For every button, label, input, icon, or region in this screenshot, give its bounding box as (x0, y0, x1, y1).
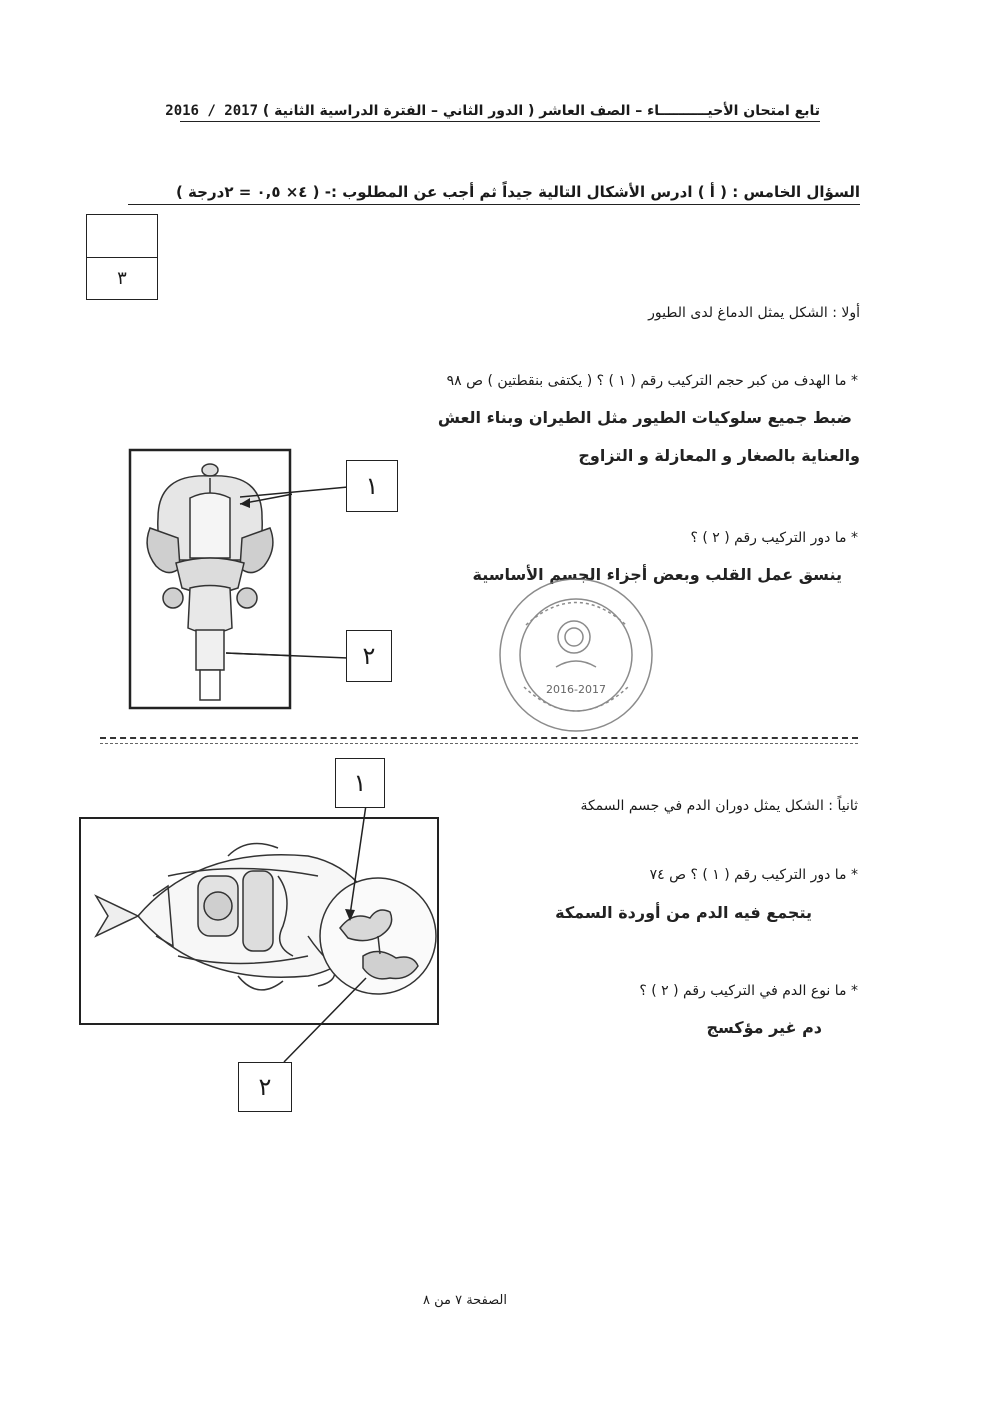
fish-arrow-1 (336, 805, 376, 925)
fish-arrow-2 (280, 976, 370, 1066)
fish-circulation-figure (78, 816, 440, 1026)
page-number: الصفحة ٧ من ٨ (422, 1293, 507, 1308)
part1-answer2: ينسق عمل القلب وبعض أجزاء الجسم الأساسية (472, 565, 842, 584)
section-separator (100, 737, 858, 739)
fish-label-2: ٢ (238, 1062, 292, 1112)
part1-question2: * ما دور التركيب رقم ( ٢ ) ؟ (690, 530, 858, 546)
brain-label-2: ٢ (346, 630, 392, 682)
part2-answer2: دم غير مؤكسج (706, 1018, 822, 1037)
ministry-stamp (496, 575, 656, 735)
part2-question1: * ما دور التركيب رقم ( ١ ) ؟ ص ٧٤ (649, 867, 858, 883)
section-separator-inner (100, 743, 858, 744)
question-title: السؤال الخامس : ( أ ) ادرس الأشكال التالية جيداً ثم أجب عن المطلوب :- ( ٤× ٠,٥ = ٢درجة ) (128, 183, 860, 205)
stamp-year: 2016-2017 (546, 683, 606, 696)
score-box (86, 214, 158, 300)
score-value: ٣ (117, 268, 127, 289)
brain-arrow2-extension (226, 650, 348, 660)
header-year: 2017 / 2016 (165, 103, 258, 119)
part1-question1: * ما الهدف من كبر حجم التركيب رقم ( ١ ) ؟ ( يكتفى بنقطتين ) ص ٩٨ (446, 373, 858, 389)
part2-question2: * ما نوع الدم في التركيب رقم ( ٢ ) ؟ (639, 983, 858, 999)
part1-answer1-line2: والعناية بالصغار و المعازلة و التزاوج (578, 446, 860, 465)
fish-label-1: ١ (335, 758, 385, 808)
brain-arrow1-extension (240, 485, 348, 505)
part1-intro: أولا : الشكل يمثل الدماغ لدى الطيور (648, 305, 860, 321)
page-header (165, 103, 820, 122)
part2-answer1: يتجمع فيه الدم من أوردة السمكة (555, 903, 812, 922)
part1-answer1-line1: ضبط جميع سلوكيات الطيور مثل الطيران وبناء العش (437, 408, 852, 427)
part2-intro: ثانياً : الشكل يمثل دوران الدم في جسم السمكة (580, 798, 858, 814)
brain-label-1: ١ (346, 460, 398, 512)
header-title: تابع امتحان الأحيــــــــــاء – الصف العاشر ( الدور الثاني – الفترة الدراسية الثانية ) (262, 103, 820, 119)
score-box-empty (87, 215, 157, 258)
